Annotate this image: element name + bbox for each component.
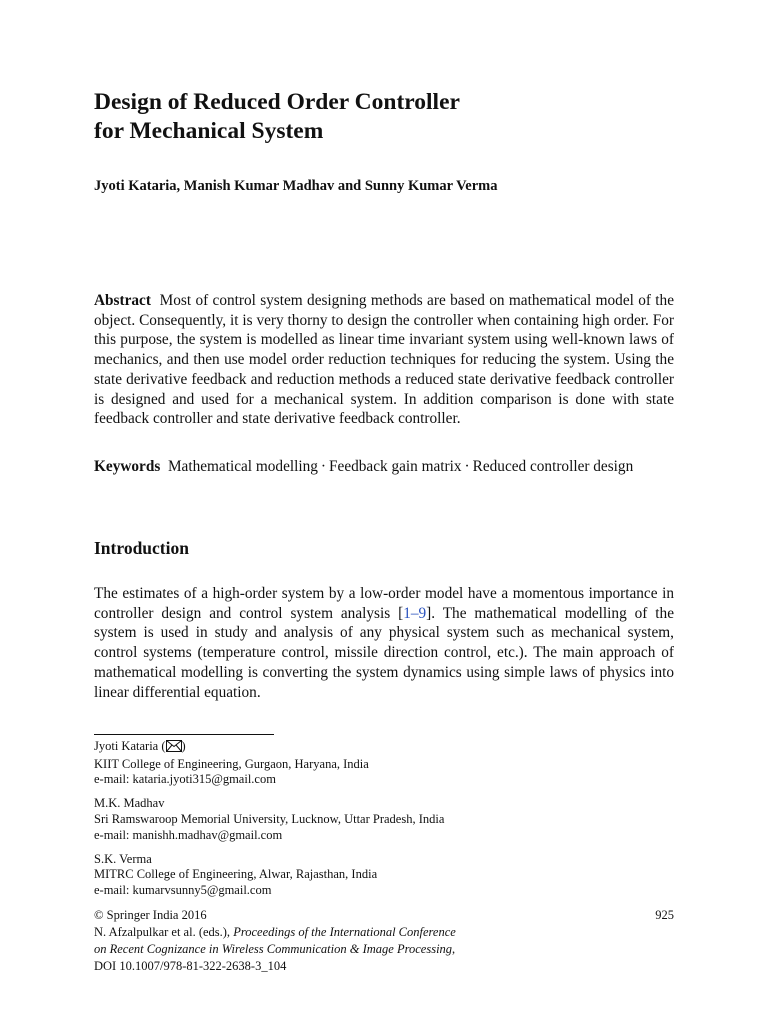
affiliation-name: S.K. Verma [94,851,152,866]
affiliation-email[interactable]: e-mail: kumarvsunny5@gmail.com [94,882,272,897]
keywords [94,457,674,477]
page-number: 925 [655,908,674,922]
author-list: Jyoti Kataria, Manish Kumar Madhav and Sunny Kumar Verma [94,178,498,194]
page-footer [94,907,674,975]
citation-link[interactable]: 1–9 [403,604,427,622]
proceedings-line-1 [94,924,674,941]
affiliation-name: M.K. Madhav [94,796,165,811]
copyright: © Springer India 2016 [94,908,207,922]
affiliation-institution: Sri Ramswaroop Memorial University, Lucknow, Uttar Pradesh, India [94,811,445,826]
abstract-label: Abstract [94,292,151,309]
affiliation-2 [94,796,674,843]
copyright-row [94,907,674,924]
abstract [94,291,674,429]
keyword: Feedback gain matrix [329,458,462,475]
doi[interactable]: DOI 10.1007/978-81-322-2638-3_104 [94,959,287,973]
affiliation-institution: KIIT College of Engineering, Gurgaon, Haryana, India [94,756,369,771]
introduction-paragraph [94,584,674,702]
section-heading-introduction: Introduction [94,538,189,558]
paper-title [94,88,654,146]
affiliation-1 [94,739,674,788]
proceedings-title-2: on Recent Cognizance in Wireless Communication & Image Processing [94,942,453,956]
keyword: Reduced controller design [472,458,634,475]
affiliation-email[interactable]: e-mail: kataria.jyoti315@gmail.com [94,772,276,787]
keywords-label: Keywords [94,458,161,475]
affiliations [94,739,674,907]
editors: N. Afzalpulkar et al. (eds.), [94,925,234,939]
keyword-separator: · [320,458,327,475]
intro-text-start: The estimates of a high-order system by a low-order model have a momentous importance in controller design and control system analysis [ [94,585,674,622]
proceedings-line-2: on Recent Cognizance in Wireless Communication & Image Processing, [94,942,456,956]
affiliation-3 [94,852,674,899]
affiliation-name: Jyoti Kataria ( ) [94,739,674,757]
abstract-text: Most of control system designing methods are based on mathematical model of the object. Consequently, it is very thorny to design the controller when containing high order. For this purpose, the system is modelled as linear time invariant system using well-known laws of mechanics, and then use model order reduction techniques for reducing the system. Using the state derivative feedback and reduction methods a reduced state derivative feedback controller is designed and used for a mechanical system. In addition comparison is done with state feedback controller and state derivative feedback controller. [94,292,674,428]
title-line-2: for Mechanical System [94,118,324,144]
affiliation-email[interactable]: e-mail: manishh.madhav@gmail.com [94,827,283,842]
keyword-separator: · [464,458,470,475]
footnote-divider [94,734,274,735]
proceedings-title-1: Proceedings of the International Conference [233,925,456,939]
intro-text-end: ]. The mathematical modelling of the system is used in study and analysis of any physical system such as mechanical system, control systems (temperature control, missile direction control, etc.). The main approach of mathematical modelling is converting the system dynamics using simple laws of physics into linear differential equation. [94,604,674,701]
keyword: Mathematical modelling [167,458,318,475]
title-line-1: Design of Reduced Order Controller [94,89,460,115]
affiliation-institution: MITRC College of Engineering, Alwar, Rajasthan, India [94,867,378,882]
envelope-icon [166,740,182,757]
